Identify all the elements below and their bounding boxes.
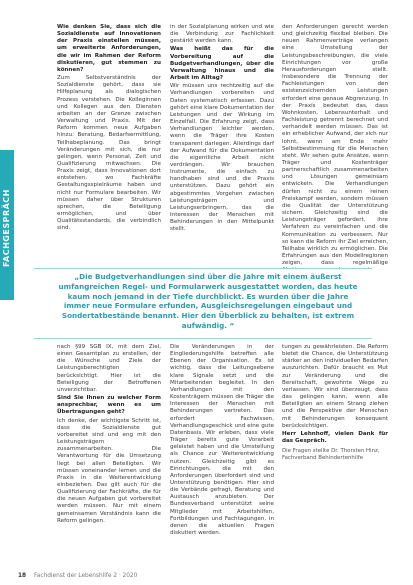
column-bottom-middle (170, 344, 274, 566)
question: Sind Sie Ihnen zu welcher Form ansprechbar, wenn es um Übertragungen geht? (57, 395, 161, 416)
question: Was heißt das für die Vorbereitung auf die Budgetverhandlungen, über die Verwaltung hinaus und die Arbeit im Alltag? (170, 46, 274, 82)
answer-paragraph: Zum Selbstverständnis der Sozialdienste gehört, dass sie Hilfeplanung als dialogischen Prozess verstehen. Die Kolleginnen und Kollegen aus den Diensten arbeiten an der Grenze zwischen Verwaltung und Praxis. Mit der Reform kommen neue Aufgaben hinzu: Beratung, Bedarfsermittlung, Teilhabeplanung. Das bringt Veränderungen mit sich, die nur gelingen, wenn Personal, Zeit und Qualifizierung mitwachsen. Die Praxis zeigt, dass Innovationen dort entstehen, wo Fachkräfte Gestaltungsspielräume haben und nicht nur Formulare bearbeiten. Wir müssen daher über Strukturen sprechen, die Beteiligung ermöglichen, und über Qualitätsstandards, die verbindlich sind. (57, 75, 161, 232)
page-number: 18 (18, 573, 27, 579)
answer-paragraph: Wir müssen uns rechtzeitig auf die Verhandlungen vorbereiten und Daten systematisch erfassen. Dazu gehört eine klare Dokumentation der Leistungen und der Wirkung im Einzelfall. Die Erfahrung zeigt, dass Verhandlungen leichter werden, wenn die Träger ihre Kosten transparent darlegen. Allerdings darf der Aufwand für die Dokumentation die eigentliche Arbeit nicht verdrängen. Wir brauchen Instrumente, die einfach zu handhaben sind und die Praxis unterstützen. Dazu gehört ein abgestimmtes Vorgehen zwischen Leistungsträgern und Leistungserbringern, das die Interessen der Menschen mit Behinderungen in den Mittelpunkt stellt. (170, 83, 274, 233)
column-top-right (282, 24, 388, 268)
answer-paragraph: den Anforderungen gerecht werden und gleichzeitig flexibel bleiben. Die neuen Rahmenverträge verlangen eine Umstellung der Leistungsbeschreibungen, die viele Einrichtungen vor große Herausforderungen stellt. Insbesondere die Trennung der Fachleistungen von den existenzsichernden Leistungen erfordert eine genaue Abgrenzung. In der Praxis bedeutet das, dass Wohnkosten, Lebensunterhalt und Fachleistung getrennt berechnet und verhandelt werden müssen. Das ist ein erheblicher Aufwand, der sich nur lohnt, wenn am Ende mehr Selbstbestimmung für die Menschen steht. Wir sehen gute Ansätze, wenn Träger und Kostenträger partnerschaftlich zusammenarbeiten und Lösungen gemeinsam entwickeln. Die Verhandlungen dürfen nicht zu einem reinen Preiskampf werden, sondern müssen die Qualität der Unterstützung sichern. Gleichzeitig sind die Leistungsträger gefordert, ihre Verfahren zu vereinfachen und die Kommunikation zu verbessern. Nur so kann die Reform ihr Ziel erreichen, Teilhabe wirklich zu ermöglichen. Die Erfahrungen aus den Modellregionen zeigen, dass regelmäßige (282, 24, 388, 267)
answer-paragraph: in der Sozialplanung wirken und wie die Verbindung zur Fachlichkeit gestärkt werden kann. (170, 24, 274, 45)
page-footer (0, 569, 413, 585)
quote-rule-bottom (34, 338, 372, 339)
question: Wie denken Sie, dass sich die Sozialdienste auf Innovationen der Praxis einstellen müssen, um erweiterte Anforderungen, die wir im Rahmen der Reform diskutieren, gut stemmen zu können? (57, 24, 161, 73)
answer-paragraph: Ich denke, der wichtigste Schritt ist, dass die Sozialdienste gut vorbereitet sind und eng mit den Leistungsträgern zusammenarbeiten. Die Verantwortung für die Umsetzung liegt bei allen Beteiligten. Wir müssen voneinander lernen und die Praxis in die Weiterentwicklung einbeziehen. Das gilt auch für die Qualifizierung der Fachkräfte, die für die neuen Aufgaben gut vorbereitet werden müssen. Nur mit einem gemeinsamen Verständnis kann die Reform gelingen. (57, 417, 161, 524)
answer-paragraph: nach §99 SGB IX, mit dem Ziel, einen Gesamtplan zu erstellen, der die Wünsche und Ziele der Leistungsberechtigten berücksichtigt. Hier ist die Beteiligung der Betroffenen unverzichtbar. (57, 344, 161, 393)
publication-line: Fachdienst der Lebenshilfe 2 · 2020 (34, 573, 138, 579)
section-tab (0, 150, 14, 300)
section-tab-label: FACHGESPRÄCH (2, 189, 11, 267)
column-top-middle (170, 24, 274, 235)
pull-quote: „Die Budgetverhandlungen sind über die Jahre mit einem äußerst umfangreichen Regel- und Formularwerk ausgestattet worden, das heute kaum noch jemand in der Tiefe durchblickt. Es wurden über die Jahre immer neue Formulare erfunden, Ausgleichsregelungen eingebaut und Sondertatbestände benannt. Hier den Überblick zu behalten, ist extrem aufwändig. “ (58, 272, 358, 330)
closing-question: Herr Lehnhoff, vielen Dank für das Gespräch. (282, 430, 388, 445)
column-top-left (57, 24, 161, 234)
answer-paragraph: tungen zu gewährleisten. Die Reform bietet die Chance, die Unterstützung stärker an den individuellen Bedarfen auszurichten. Dafür braucht es Mut zur Veränderung und die Bereitschaft, gewohnte Wege zu verlassen. Wir sind überzeugt, dass das gelingen kann, wenn alle Beteiligten an einem Strang ziehen und die Perspektive der Menschen mit Behinderungen konsequent berücksichtigen. (282, 344, 388, 429)
column-bottom-right (282, 344, 388, 566)
column-bottom-left (57, 344, 161, 566)
interviewer-signature: Die Fragen stellte Dr. Thorsten Hinz, Fachverband Behindertenhilfe (282, 448, 380, 462)
quote-rule-top (34, 268, 372, 269)
answer-paragraph: Die Veränderungen in der Eingliederungshilfe betreffen alle Ebenen der Organisation. Es ist wichtig, dass die Leitungsebene klare Signale setzt und die Mitarbeitenden begleitet. In den Verhandlungen mit den Kostenträgern müssen die Träger die Interessen der Menschen mit Behinderungen vertreten. Das erfordert Fachwissen, Verhandlungsgeschick und eine gute Datenbasis. Wir erleben, dass viele Träger bereits gute Vorarbeit geleistet haben und die Umstellung als Chance zur Weiterentwicklung nutzen. Gleichzeitig gibt es Einrichtungen, die mit den Anforderungen überfordert sind und Unterstützung benötigen. Hier sind die Verbände gefragt, Beratung und Austausch anzubieten. Der Bundesverband unterstützt seine Mitglieder mit Arbeitshilfen, Fortbildungen und Fachtagungen, in denen die aktuellen Fragen diskutiert werden. (170, 344, 274, 537)
